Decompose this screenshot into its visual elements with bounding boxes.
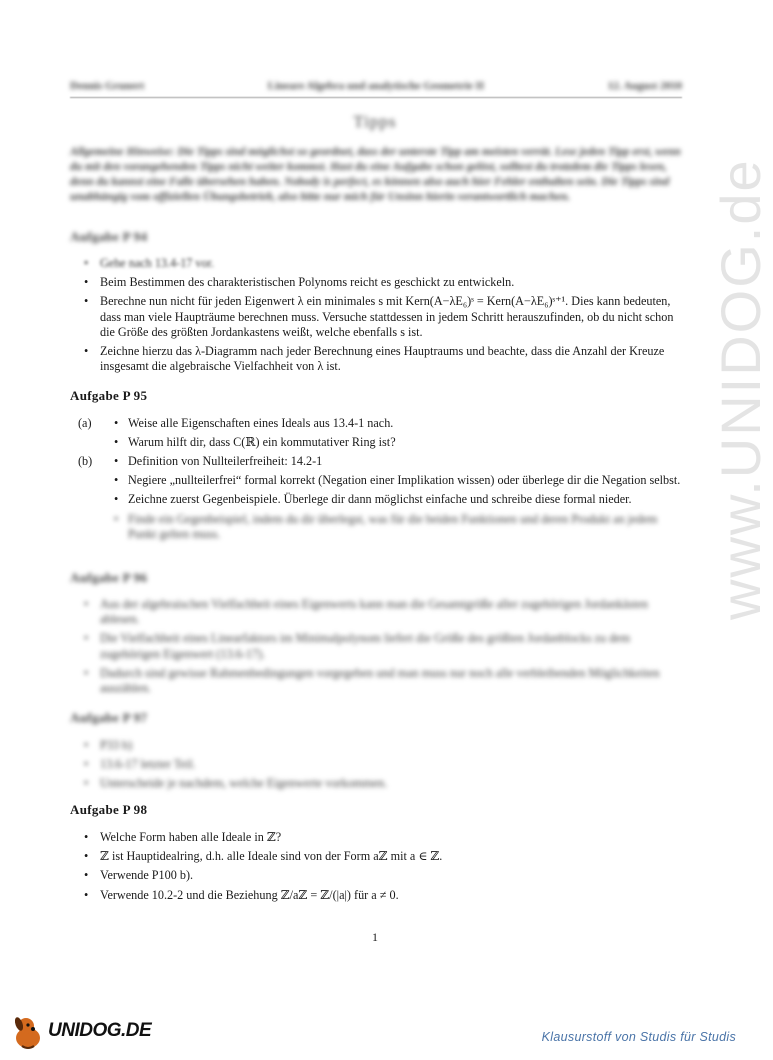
list-p98 xyxy=(84,830,682,907)
list-item: • Warum hilft dir, dass C(ℝ) ein kommutativer Ring ist? xyxy=(114,435,682,450)
list-item: • P33 b) xyxy=(84,738,682,753)
list-p96 xyxy=(84,597,682,700)
list-p95-a xyxy=(114,416,682,454)
list-item: • Negiere „nullteilerfrei“ formal korrekt (Negation einer Implikation wissen) oder überlege dir die Negation selbst. xyxy=(114,473,682,488)
page-number: 1 xyxy=(372,930,378,944)
header-course: Lineare Algebra und analytische Geometrie II xyxy=(267,80,485,92)
list-item: • Verwende P100 b). xyxy=(84,868,682,883)
list-item: • Welche Form haben alle Ideale in ℤ? xyxy=(84,830,682,845)
list-p94 xyxy=(84,256,682,378)
list-item: • Verwende 10.2-2 und die Beziehung ℤ/aℤ = ℤ/(|a|) für a ≠ 0. xyxy=(84,888,682,903)
list-item: • ℤ ist Hauptidealring, d.h. alle Ideale sind von der Form aℤ mit a ∈ ℤ. xyxy=(84,849,682,864)
watermark: www.UNIDOG.de xyxy=(709,158,772,620)
list-item: • Dadurch sind gewisse Rahmenbedingungen vorgegeben und man muss nur noch alle verbleibenden Möglichkeiten auszählen. xyxy=(84,666,682,696)
subtask-label-a: (a) xyxy=(78,416,92,430)
logo-text: UNIDOG.DE xyxy=(48,1020,152,1041)
list-item: • Gehe nach 13.4-17 vor. xyxy=(84,256,682,271)
heading-p95: Aufgabe P 95 xyxy=(70,388,148,403)
dog-icon xyxy=(8,1012,48,1052)
header-rule xyxy=(70,97,682,98)
list-p95-b xyxy=(114,454,682,546)
footer-slogan: Klausurstoff von Studis für Studis xyxy=(541,1030,736,1044)
list-item: • Unterscheide je nachdem, welche Eigenwerte vorkommen. xyxy=(84,776,682,791)
list-item: • Beim Bestimmen des charakteristischen Polynoms reicht es geschickt zu entwickeln. xyxy=(84,275,682,290)
unidog-logo xyxy=(8,1012,158,1052)
heading-p96: Aufgabe P 96 xyxy=(70,570,148,585)
list-item: • Finde ein Gegenbeispiel, indem du dir überlegst, was für die beiden Funktionen und deren Produkt an jedem Punkt gelten muss. xyxy=(114,512,682,542)
header-author: Dennis Grunert xyxy=(70,80,145,92)
page-title: Tipps xyxy=(353,112,397,131)
list-item: • Zeichne zuerst Gegenbeispiele. Überlege dir dann möglichst einfache und schreibe diese formal nieder. xyxy=(114,492,682,507)
header-date: 12. August 2010 xyxy=(607,80,682,92)
page-header xyxy=(70,80,682,96)
heading-p98: Aufgabe P 98 xyxy=(70,802,148,817)
heading-p94: Aufgabe P 94 xyxy=(70,229,148,244)
list-p97 xyxy=(84,738,682,796)
general-notes: Allgemeine Hinweise: Die Tipps sind möglichst so geordnet, dass der unterste Tipp am meisten verrät. Lese jeden Tipp erst, wenn du mit den vorangehenden Tipps nicht weiter kommst. Hast du eine Aufgabe schon gelöst, solltest du trotzdem die Tipps lesen, denn du kannst eine Falle übersehen haben. Nobody is perfect, es können also auch hier Fehler enthalten sein. Die Tipps sind unabhängig vom offiziellen Übungsbetrieb, also bitte nur mich für Unsinn hierin verantwortlich machen. xyxy=(70,146,681,203)
list-item: • Weise alle Eigenschaften eines Ideals aus 13.4-1 nach. xyxy=(114,416,682,431)
list-item: • Berechne nun nicht für jeden Eigenwert λ ein minimales s mit Kern(A−λE₆)ˢ = Kern(A−λE₆)ˢ⁺¹. Dies kann bedeuten, dass man viele Haupträume berechnen muss. Versuche stattdessen in jedem Schritt herauszufinden, ob du nicht schon die Größe des größten Jordankastens weißt, welche ebenfalls s ist. xyxy=(84,294,682,340)
list-item: • Die Vielfachheit eines Linearfaktors im Minimalpolynom liefert die Größe des größten Jordanblocks zu dem zugehörigen Eigenwert (13.6-17). xyxy=(84,631,682,661)
list-item: • Aus der algebraischen Vielfachheit eines Eigenwerts kann man die Gesamtgröße aller zugehörigen Jordankästen ablesen. xyxy=(84,597,682,627)
list-item: • Zeichne hierzu das λ-Diagramm nach jeder Berechnung eines Hauptraums und beachte, dass die Anzahl der Kreuze insgesamt die algebraische Vielfachheit von λ ist. xyxy=(84,344,682,374)
heading-p97: Aufgabe P 97 xyxy=(70,710,148,725)
subtask-label-b: (b) xyxy=(78,454,93,468)
list-item: • Definition von Nullteilerfreiheit: 14.2-1 xyxy=(114,454,682,469)
list-item: • 13.6-17 letzter Teil. xyxy=(84,757,682,772)
